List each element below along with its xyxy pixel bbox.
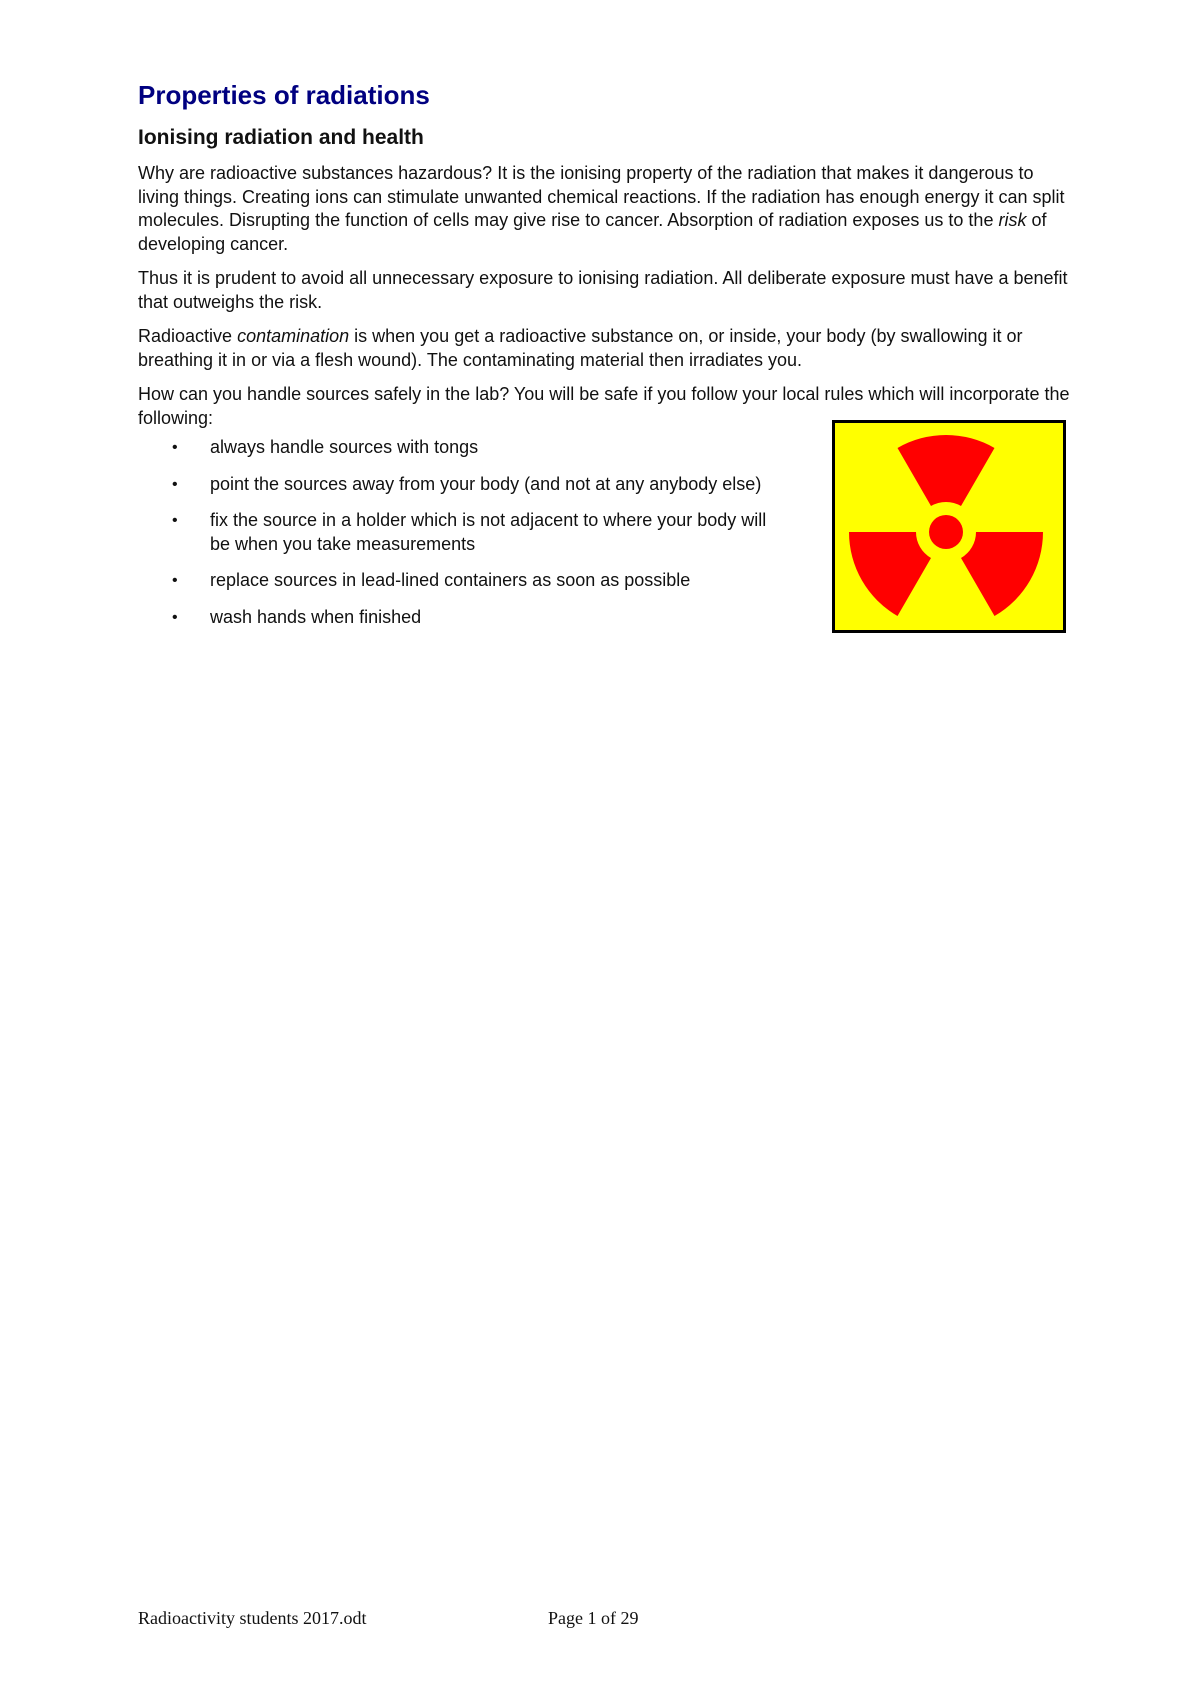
paragraph-exposure: Thus it is prudent to avoid all unnecessary exposure to ionising radiation. All deliberate exposure must have a benefit that outweighs the risk. bbox=[138, 268, 1068, 312]
paragraph-contamination bbox=[138, 325, 1076, 372]
bullet-icon: • bbox=[172, 512, 178, 529]
list-item-text: always handle sources with tongs bbox=[210, 437, 479, 457]
emphasis-risk: risk bbox=[998, 210, 1027, 230]
paragraph-hazard-text: Why are radioactive substances hazardous? It is the ionising property of the radiation that makes it dangerous to living things. Creating ions can stimulate unwanted chemical reactions. If the radiation has enough energy it can split molecules. Disrupting the function of cells may give rise to cancer. Absorption of radiation exposes us to the bbox=[138, 163, 1065, 230]
radiation-hazard-image bbox=[832, 420, 1066, 633]
bullet-icon: • bbox=[172, 572, 178, 589]
footer-filename: Radioactivity students 2017.odt bbox=[138, 1608, 367, 1628]
paragraph-contamination-end: is when you get a radioactive substance on, or inside, your body (by swallowing it or breathing it in or via a flesh wound). The contaminating material then irradiates you. bbox=[138, 326, 1023, 370]
list-item bbox=[138, 569, 778, 593]
safety-rules-list bbox=[138, 436, 778, 629]
list-item-text: replace sources in lead-lined containers as soon as possible bbox=[210, 570, 691, 590]
list-item-text: point the sources away from your body (and not at any anybody else) bbox=[210, 473, 762, 494]
section-heading: Ionising radiation and health bbox=[138, 126, 424, 149]
footer-page-number: Page 1 of 29 bbox=[548, 1608, 639, 1628]
emphasis-contamination: contamination bbox=[237, 326, 350, 346]
list-item bbox=[138, 436, 778, 460]
list-item-text: wash hands when finished bbox=[210, 606, 422, 627]
paragraph-contamination-start: Radioactive bbox=[138, 326, 238, 346]
bullet-icon: • bbox=[172, 475, 178, 493]
trefoil-center-dot bbox=[929, 515, 963, 549]
paragraph-hazard-end: of developing cancer. bbox=[138, 210, 1047, 254]
page-title: Properties of radiations bbox=[138, 80, 430, 110]
bullet-icon: • bbox=[172, 608, 178, 626]
list-item bbox=[138, 473, 778, 497]
bullet-icon: • bbox=[172, 439, 178, 456]
list-item bbox=[138, 606, 778, 630]
list-item bbox=[138, 509, 778, 556]
list-item-text: fix the source in a holder which is not adjacent to where your body will be when you take measurements bbox=[210, 510, 767, 554]
radiation-trefoil-icon bbox=[832, 420, 1066, 633]
paragraph-safety-intro: How can you handle sources safely in the lab? You will be safe if you follow your local rules which will incorporate the following: bbox=[138, 384, 1070, 428]
paragraph-hazard bbox=[138, 162, 1076, 256]
